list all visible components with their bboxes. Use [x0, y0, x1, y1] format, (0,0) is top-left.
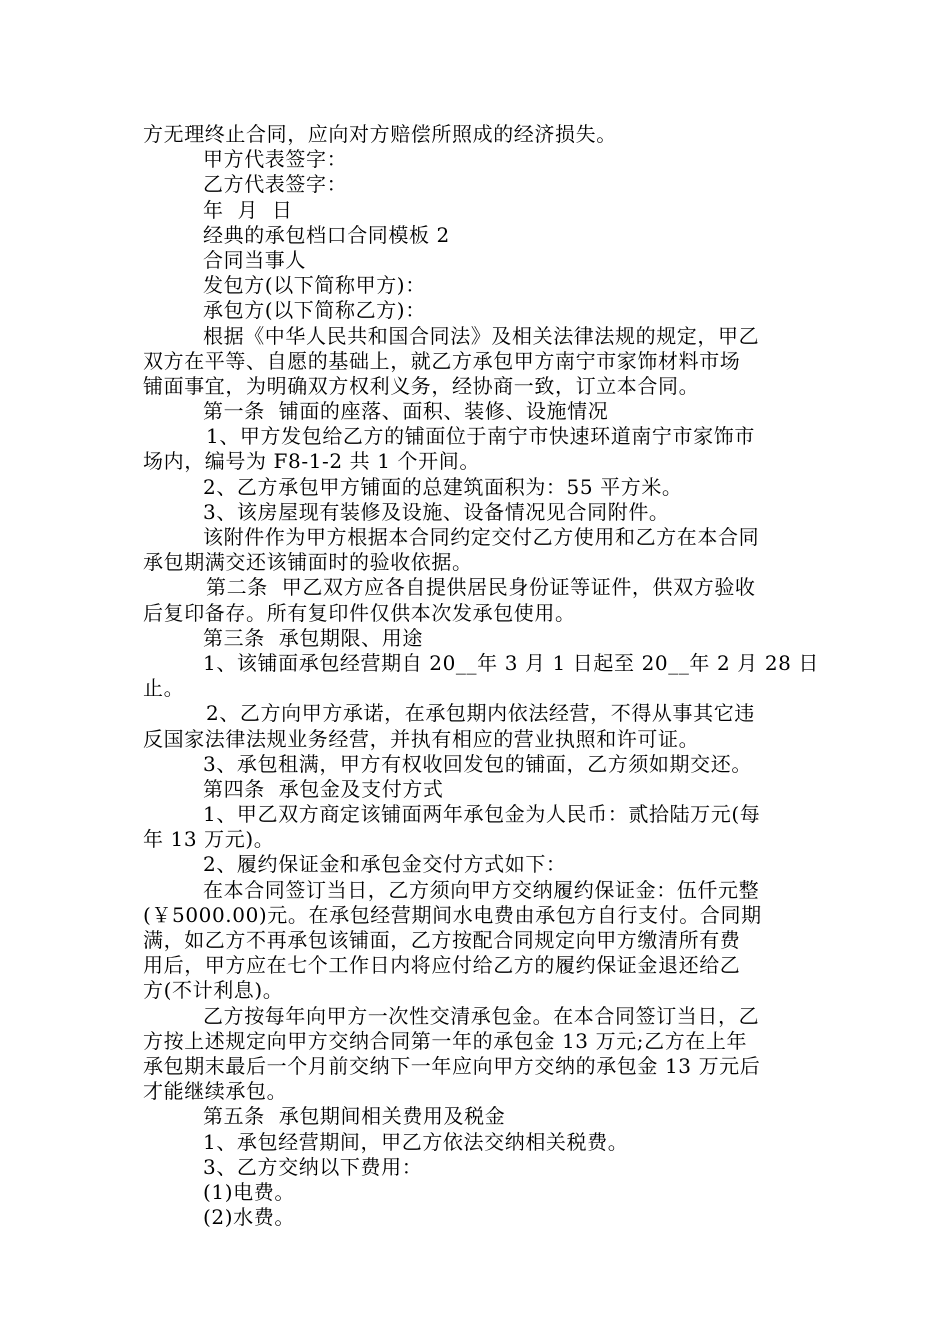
text-line: 方按上述规定向甲方交纳合同第一年的承包金 13 万元;乙方在上年: [143, 1028, 748, 1053]
text-line: 承包期末最后一个月前交纳下一年应向甲方交纳的承包金 13 万元后: [143, 1053, 761, 1078]
text-line: 才能继续承包。: [143, 1079, 288, 1104]
text-line: 方无理终止合同，应向对方赔偿所照成的经济损失。: [143, 122, 617, 146]
text-line: 乙方按每年向甲方一次性交清承包金。在本合同签订当日，乙: [203, 1003, 760, 1028]
date-line: 年 月 日: [203, 197, 293, 222]
text-line: 该附件作为甲方根据本合同约定交付乙方使用和乙方在本合同: [203, 525, 760, 549]
party-b-label: 承包方(以下简称乙方)：: [203, 298, 426, 323]
text-line: 后复印备存。所有复印件仅供本次发承包使用。: [143, 600, 576, 625]
text-line: 方(不计利息)。: [143, 978, 284, 1003]
text-line: 承包期满交还该铺面时的验收依据。: [143, 550, 473, 575]
article-heading: 第五条 承包期间相关费用及税金: [203, 1104, 506, 1129]
text-line: 铺面事宜，为明确双方权利义务，经协商一致，订立本合同。: [143, 373, 700, 398]
list-item: (1)电费。: [203, 1179, 295, 1204]
document-body: [143, 122, 820, 1230]
text-line: 1、甲方发包给乙方的铺面位于南宁市快速环道南宁市家饰市: [206, 424, 755, 449]
text-line: 1、该铺面承包经营期自 20__年 3 月 1 日起至 20__年 2 月 28 日: [203, 650, 820, 675]
text-line: 2、乙方承包甲方铺面的总建筑面积为：55 平方米。: [203, 474, 683, 499]
text-line: 2、乙方向甲方承诺，在承包期内依法经营，不得从事其它违: [206, 701, 755, 726]
article-heading: 第四条 承包金及支付方式: [203, 776, 444, 801]
text-line: 反国家法律法规业务经营，并执有相应的营业执照和许可证。: [143, 726, 700, 751]
article-heading: 第三条 承包期限、用途: [203, 625, 423, 650]
article-heading: 第二条 甲乙双方应各自提供居民身份证等证件，供双方验收: [206, 575, 756, 600]
text-line: 年 13 万元)。: [143, 827, 275, 852]
list-item: (2)水费。: [203, 1205, 295, 1230]
text-line: 3、乙方交纳以下费用：: [203, 1154, 423, 1179]
text-line: 止。: [143, 676, 185, 701]
document-title: 经典的承包档口合同模板 2: [203, 222, 450, 247]
text-line: 1、承包经营期间，甲乙方依法交纳相关税费。: [203, 1129, 629, 1154]
text-line: 场内，编号为 F8-1-2 共 1 个开间。: [143, 449, 480, 474]
party-b-signature-label: 乙方代表签字：: [203, 172, 348, 197]
text-line: 满，如乙方不再承包该铺面，乙方按配合同规定向甲方缴清所有费: [143, 928, 741, 952]
text-line: 根据《中华人民共和国合同法》及相关法律法规的规定，甲乙: [203, 323, 760, 348]
text-line: (￥5000.00)元。在承包经营期间水电费由承包方自行支付。合同期: [143, 902, 762, 927]
section-heading: 合同当事人: [203, 247, 306, 272]
text-line: 3、该房屋现有装修及设施、设备情况见合同附件。: [203, 499, 670, 524]
text-line: 3、承包租满，甲方有权收回发包的铺面，乙方须如期交还。: [203, 751, 752, 776]
article-heading: 第一条 铺面的座落、面积、装修、设施情况: [203, 399, 609, 424]
party-a-label: 发包方(以下简称甲方)：: [203, 273, 426, 298]
text-line: 双方在平等、自愿的基础上，就乙方承包甲方南宁市家饰材料市场: [143, 348, 741, 373]
party-a-signature-label: 甲方代表签字：: [203, 147, 348, 172]
text-line: 1、甲乙双方商定该铺面两年承包金为人民币：贰拾陆万元(每: [203, 802, 761, 827]
text-line: 用后，甲方应在七个工作日内将应付给乙方的履约保证金退还给乙: [143, 953, 741, 978]
text-line: 2、履约保证金和承包金交付方式如下：: [203, 852, 567, 877]
text-line: 在本合同签订当日，乙方须向甲方交纳履约保证金：伍仟元整: [203, 877, 760, 902]
